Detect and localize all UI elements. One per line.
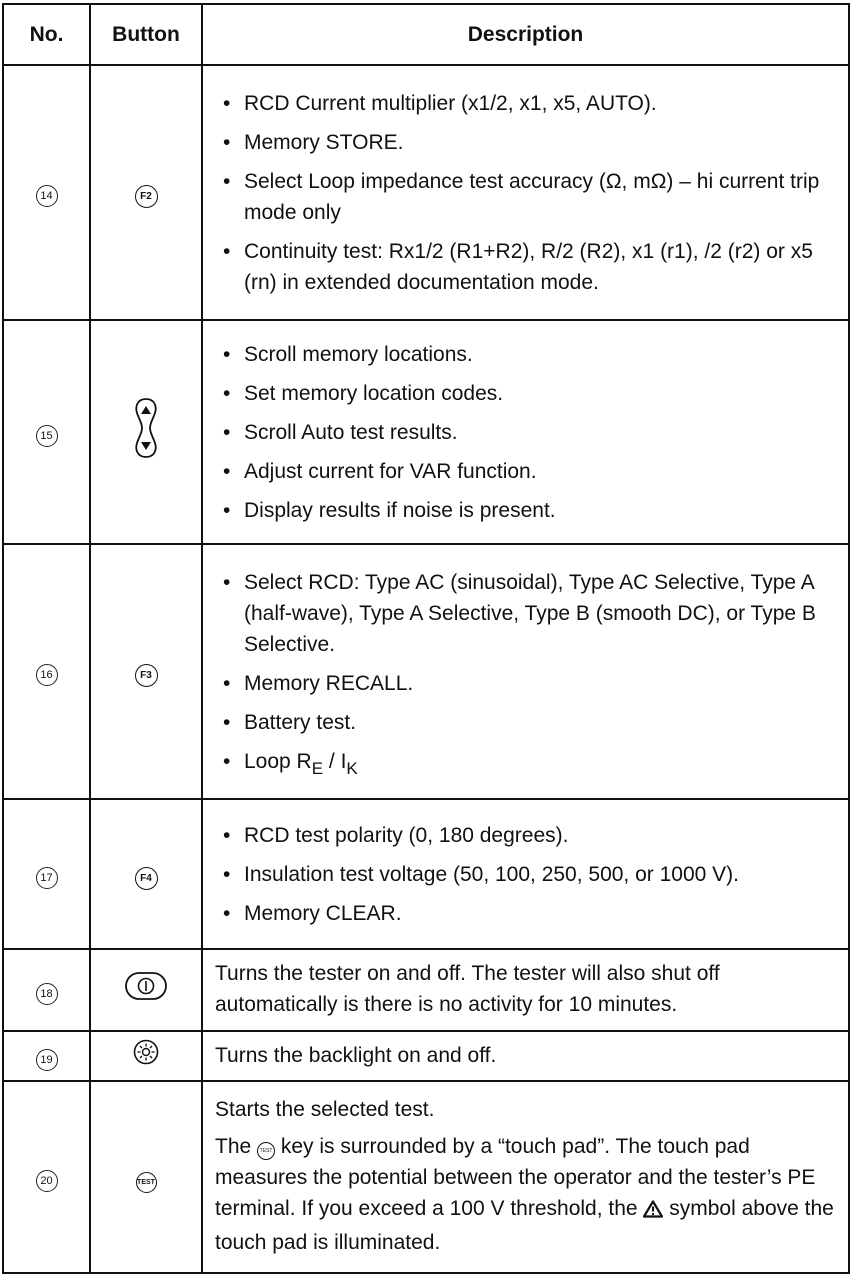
- table-row: [3, 949, 849, 1031]
- list-item: • Set memory location codes.: [215, 378, 838, 409]
- table-row: [3, 1031, 849, 1081]
- list-item: • Adjust current for VAR function.: [215, 456, 838, 487]
- test-key-inline-icon: TEST: [257, 1142, 275, 1160]
- list-item: • Display results if noise is present.: [215, 495, 838, 526]
- test-key-icon: TEST: [136, 1172, 157, 1193]
- row-number: 19: [36, 1049, 58, 1071]
- header-button: Button: [90, 4, 202, 65]
- row-number: 17: [36, 867, 58, 889]
- row-text: The TEST key is surrounded by a “touch pad”. The touch pad measures the potential between the operator and the tester’s PE terminal. If you exceed a 100 V threshold, the symbol above the touch pad is illuminated.: [215, 1135, 834, 1254]
- list-item: • Memory CLEAR.: [215, 898, 838, 929]
- backlight-key-icon: [133, 1047, 159, 1070]
- table-header-row: [3, 4, 849, 65]
- row-number: 15: [36, 425, 58, 447]
- list-item: • Select Loop impedance test accuracy (Ω, mΩ) – hi current trip mode only: [215, 166, 838, 228]
- button-description-table: [2, 3, 850, 1274]
- bullet-list: [215, 567, 838, 777]
- list-item-loop: • Loop $R_E / I_K$: [215, 746, 838, 777]
- list-item: • Continuity test: Rx1/2 (R1+R2), R/2 (R2), x1 (r1), /2 (r2) or x5 (rn) in extended documentation mode.: [215, 236, 838, 298]
- row-text: Turns the tester on and off. The tester will also shut off automatically is there is no activity for 10 minutes.: [202, 949, 849, 1031]
- row-text: Turns the backlight on and off.: [202, 1031, 849, 1081]
- header-no: No.: [3, 4, 90, 65]
- row-number: 18: [36, 983, 58, 1005]
- list-item: • Memory RECALL.: [215, 668, 838, 699]
- list-item: • Insulation test voltage (50, 100, 250, 500, or 1000 V).: [215, 859, 838, 890]
- table-row: [3, 544, 849, 799]
- table-row: [3, 320, 849, 544]
- bullet-list: [215, 339, 838, 526]
- table-row: [3, 799, 849, 949]
- row-text: Starts the selected test.: [215, 1098, 435, 1121]
- row-number: 20: [36, 1170, 58, 1192]
- row-number: 16: [36, 664, 58, 686]
- list-item: • Scroll memory locations.: [215, 339, 838, 370]
- list-item: • RCD Current multiplier (x1/2, x1, x5, AUTO).: [215, 88, 838, 119]
- list-item: • Battery test.: [215, 707, 838, 738]
- f2-key-icon: F2: [135, 185, 158, 208]
- f4-key-icon: F4: [135, 867, 158, 890]
- list-item: • Scroll Auto test results.: [215, 417, 838, 448]
- header-description: Description: [202, 4, 849, 65]
- up-down-arrow-keys-icon: [131, 441, 161, 464]
- power-key-icon: [124, 983, 168, 1006]
- table-row: [3, 65, 849, 320]
- f3-key-icon: F3: [135, 664, 158, 687]
- list-item: • RCD test polarity (0, 180 degrees).: [215, 820, 838, 851]
- list-item: • Select RCD: Type AC (sinusoidal), Type AC Selective, Type A (half-wave), Type A Selective, Type B (smooth DC), or Type B Selective.: [215, 567, 838, 660]
- table-row: [3, 1081, 849, 1273]
- bullet-list: [215, 820, 838, 929]
- bullet-list: [215, 88, 838, 298]
- list-item: • Memory STORE.: [215, 127, 838, 158]
- row-number: 14: [36, 185, 58, 207]
- warning-triangle-icon: [643, 1196, 663, 1227]
